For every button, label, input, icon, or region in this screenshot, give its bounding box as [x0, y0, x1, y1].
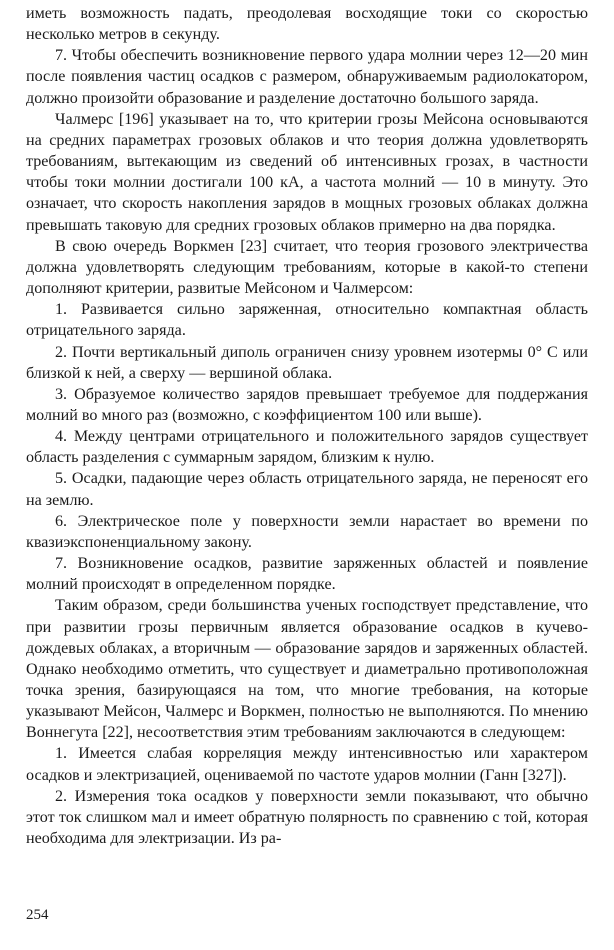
paragraph-continued: иметь возможность падать, преодолевая восходящие токи со скоростью несколько метров в секунду. [26, 5, 588, 44]
paragraph-workman: В свою очередь Воркмен [23] считает, что теория грозового электричества должна удовлетворять следующим требованиям, которые в какой-то степени дополняют критерии, развитые Мейсоном и Чалмерсом: [26, 237, 588, 298]
objection-1: 1. Имеется слабая корреляция между интенсивностью или характером осадков и электризацией, оцениваемой по частоте ударов молнии (Ганн [327]). [26, 745, 588, 784]
requirement-7: 7. Возникновение осадков, развитие заряженных областей и появление молний происходят в определенном порядке. [26, 555, 588, 594]
paragraph-chalmers: Чалмерс [196] указывает на то, что критерии грозы Мейсона основываются на средних параметрах грозовых облаков и что теория должна удовлетворять требованиям, вытекающим из сведений об интенсивных грозах, в частности чтобы токи молнии достигали 100 кА, а частота молний — 10 в минуту. Это означает, что скорость накопления зарядов в мощных грозовых облаках должна превышать таковую для средних грозовых облаков примерно на два порядка. [26, 110, 588, 234]
requirement-6: 6. Электрическое поле у поверхности земли нарастает во времени по квазиэкспоненциальному закону. [26, 512, 588, 551]
page-number: 254 [26, 907, 49, 923]
document-page [26, 3, 588, 849]
requirement-1: 1. Развивается сильно заряженная, относительно компактная область отрицательного заряда. [26, 301, 588, 340]
criterion-7: 7. Чтобы обеспечить возникновение первого удара молнии через 12—20 мин после появления частиц осадков с размером, обнаруживаемым радиолокатором, должно произойти образование и разделение достаточно большого заряда. [26, 47, 588, 107]
paragraph-conclusion: Таким образом, среди большинства ученых господствует представление, что при развитии грозы первичным является образование осадков в кучево-дождевых облаках, а вторичным — образование зарядов и заряженных областей. Однако необходимо отметить, что существует и диаметрально противоположная точка зрения, базирующаяся на том, что многие требования, на которые указывают Мейсон, Чалмерс и Воркмен, полностью не выполняются. По мнению Воннегута [22], несоответствия этим требованиям заключаются в следующем: [26, 597, 588, 742]
objection-2: 2. Измерения тока осадков у поверхности земли показывают, что обычно этот ток слишком мал и имеет обратную полярность по сравнению с той, которая необходима для электризации. Из ра- [26, 787, 588, 848]
requirement-5: 5. Осадки, падающие через область отрицательного заряда, не переносят его на землю. [26, 470, 588, 509]
requirement-3: 3. Образуемое количество зарядов превышает требуемое для поддержания молний во много раз (возможно, с коэффициентом 100 или выше). [26, 385, 588, 424]
requirement-2: 2. Почти вертикальный диполь ограничен снизу уровнем изотермы 0° С или близкой к ней, а сверху — вершиной облака. [26, 343, 588, 382]
requirement-4: 4. Между центрами отрицательного и положительного зарядов существует область разделения с суммарным зарядом, близким к нулю. [26, 428, 588, 467]
